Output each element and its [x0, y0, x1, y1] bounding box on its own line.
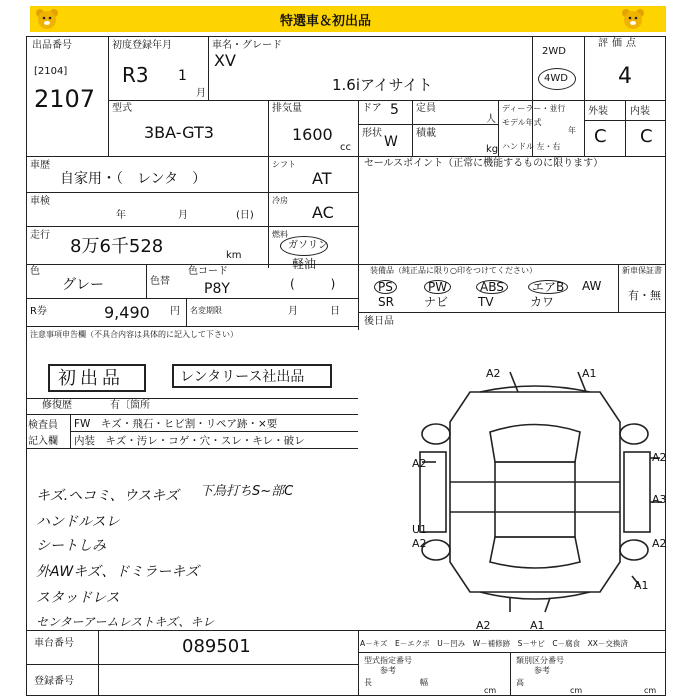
model-label: 車名・グレード — [212, 40, 282, 51]
capacity-unit: 人 — [486, 114, 496, 125]
color-value: グレー — [62, 277, 104, 293]
name-change-month: 月 — [288, 306, 298, 317]
damage-mark: A3 — [652, 493, 667, 506]
type-value: 3BA-GT3 — [144, 123, 214, 142]
displacement-label: 排気量 — [272, 103, 302, 114]
car-windshield — [490, 425, 580, 463]
color-code-label: 色コード — [188, 266, 228, 277]
dealer-year-unit: 年 — [568, 126, 576, 135]
equipment-item: ABS — [476, 280, 508, 294]
length-label: 長 — [364, 678, 372, 687]
stamp-first-listing-text: 初出品 — [58, 368, 124, 389]
color-label: 色 — [30, 266, 40, 277]
handwritten-note-2: ハンドルスレ — [36, 514, 120, 530]
inspection-day: (日) — [236, 210, 254, 221]
category-label: 類別区分番号 — [516, 656, 564, 665]
shift-value: AT — [312, 169, 332, 188]
height-label: 高 — [516, 678, 524, 687]
handwritten-note-6: センターアームレストキズ、キレ — [36, 615, 215, 629]
drive-2wd: 2WD — [542, 46, 566, 57]
side-right — [624, 452, 650, 532]
model-grade: 1.6iアイサイト — [332, 76, 433, 94]
dealer-label: ディーラー・並行 — [502, 104, 566, 113]
load-unit: kg — [486, 144, 499, 155]
inspector-label-1: 検査員 — [28, 420, 58, 431]
registration-era: R3 — [122, 63, 149, 87]
equipment-item: AW — [582, 279, 602, 293]
capacity-label: 定員 — [416, 103, 436, 114]
inspector-row-1: FW キズ・飛石・ヒビ割・リペア跡・×要 — [74, 418, 278, 430]
cm-2: cm — [570, 686, 583, 695]
fuel-bracket: ( ) — [290, 277, 336, 291]
warranty-label: 新車保証書 — [622, 266, 662, 275]
drive-4wd: 4WD — [544, 73, 568, 84]
lot-sub: [2104] — [34, 66, 68, 77]
interior-value: C — [640, 126, 653, 147]
equipment-item: TV — [478, 295, 494, 309]
load-label: 積載 — [416, 128, 436, 139]
wheel-fr — [620, 424, 648, 444]
legend: A－キズ E－エクボ U－凹み W－補修跡 S－サビ C－腐食 XX－交換済 — [360, 639, 628, 648]
damage-mark: A1 — [582, 367, 597, 380]
exterior-value: C — [594, 126, 607, 147]
color-number-label: 色替 — [150, 276, 170, 287]
designated-label: 型式指定番号 — [364, 656, 412, 665]
interior-label: 内装 — [630, 106, 650, 117]
history-value: 自家用・（ レンタ ） — [60, 171, 207, 187]
equipment-item: PW — [424, 280, 451, 294]
handwritten-note-5: スタッドレス — [36, 590, 120, 606]
equipment-item: ナビ — [424, 295, 449, 309]
handwritten-note-4: 外AWキズ、ドミラーキズ — [36, 564, 200, 580]
equipment-item: エアB — [528, 280, 568, 294]
dealer-model-year: モデル年式 — [502, 118, 542, 127]
doors-label: ドア — [362, 103, 382, 114]
type-label: 型式 — [112, 103, 132, 114]
damage-mark: A2 — [412, 537, 427, 550]
chassis-value: 089501 — [182, 636, 251, 657]
inspector-row-2: 内装 キズ・汚レ・コゲ・穴・スレ・キレ・破レ — [74, 435, 305, 447]
reg-number-label: 登録番号 — [34, 676, 74, 687]
mileage-value: 8万6千528 — [70, 236, 164, 257]
mileage-label: 走行 — [30, 230, 50, 241]
inspector-label-2: 記入欄 — [28, 436, 58, 447]
equipment-item: PS — [374, 280, 397, 294]
damage-mark: A2 — [652, 537, 667, 550]
wheel-rr — [620, 540, 648, 560]
damage-mark: A2 — [652, 451, 667, 464]
displacement-value: 1600 — [292, 125, 333, 144]
inspection-month: 月 — [178, 210, 188, 221]
shape-value: W — [384, 134, 398, 150]
repair-label: 修復歴 — [42, 400, 72, 411]
repair-value: 有〔箇所 — [110, 400, 150, 411]
car-rear-bumper — [480, 592, 590, 599]
cm-1: cm — [484, 686, 497, 695]
handwritten-note-1: キズ.ヘコミ、ウスキズ — [36, 488, 179, 504]
header-title: 特選車＆初出品 — [280, 14, 372, 29]
name-change-day: 日 — [330, 306, 340, 317]
car-rear-window — [490, 537, 580, 568]
damage-mark: A2 — [476, 619, 491, 632]
handwritten-note-3: シートしみ — [36, 538, 106, 554]
notes-label: 注意事項申告欄（不具合内容は具体的に記入して下さい） — [30, 330, 238, 339]
fuel-diesel: 軽油 — [292, 257, 317, 271]
aircon-value: AC — [312, 203, 334, 222]
damage-mark: A1 — [634, 579, 649, 592]
model-name: XV — [214, 51, 236, 70]
registration-month: 1 — [178, 68, 187, 84]
recycle-label: R券 — [30, 306, 47, 317]
warranty-value: 有・無 — [628, 289, 661, 302]
inspection-label: 車検 — [30, 196, 50, 207]
rear-seat-label: 後日品 — [364, 316, 394, 327]
width-label: 幅 — [420, 678, 428, 687]
sales-point-label: セールスポイント（正常に機能するものに限ります） — [364, 158, 604, 169]
equipment-item: SR — [378, 295, 394, 309]
car-front-bumper — [480, 386, 590, 392]
inspection-year: 年 — [116, 210, 126, 221]
mileage-unit: km — [226, 250, 242, 261]
equipment-label: 装備品（純正品に限り○印をつけてください） — [370, 266, 537, 275]
car-roof — [495, 462, 575, 537]
dealer-handle: ハンドル 左・右 — [502, 142, 561, 151]
damage-mark: U1 — [412, 523, 428, 536]
score-value: 4 — [618, 64, 632, 89]
damage-mark: A2 — [412, 457, 427, 470]
score-label: 評価点 — [598, 38, 640, 49]
lot-number: 2107 — [34, 85, 96, 113]
bear-icon-right — [620, 8, 646, 30]
equipment-item: カワ — [530, 295, 555, 309]
wheel-fl — [422, 424, 450, 444]
handwritten-note-right: 下鳥打ちS~部C — [200, 484, 294, 499]
registration-label: 初度登録年月 — [112, 40, 172, 51]
doors-value: 5 — [390, 102, 399, 118]
shift-label: シフト — [272, 160, 296, 169]
damage-mark: A1 — [530, 619, 545, 632]
cm-3: cm — [644, 686, 657, 695]
history-label: 車歴 — [30, 160, 50, 171]
stamp-rental-text: レンタリース社出品 — [180, 369, 305, 385]
registration-month-unit: 月 — [196, 88, 206, 99]
damage-mark: A2 — [486, 367, 501, 380]
shape-label: 形状 — [362, 128, 382, 139]
fuel-gasoline: ガソリン — [288, 240, 328, 251]
recycle-unit: 円 — [170, 306, 180, 317]
exterior-label: 外装 — [588, 106, 608, 117]
chassis-label: 車台番号 — [34, 638, 74, 649]
lot-label: 出品番号 — [32, 40, 72, 51]
car-outline — [450, 392, 620, 592]
recycle-value: 9,490 — [104, 303, 150, 322]
fuel-label: 燃料 — [272, 230, 288, 239]
displacement-unit: cc — [340, 142, 351, 153]
name-change-label: 名変期限 — [190, 306, 222, 315]
ref-label-1: 参考 — [380, 666, 396, 675]
bear-icon-left — [34, 8, 60, 30]
color-code: P8Y — [204, 281, 230, 297]
ref-label-2: 参考 — [534, 666, 550, 675]
aircon-label: 冷房 — [272, 196, 288, 205]
